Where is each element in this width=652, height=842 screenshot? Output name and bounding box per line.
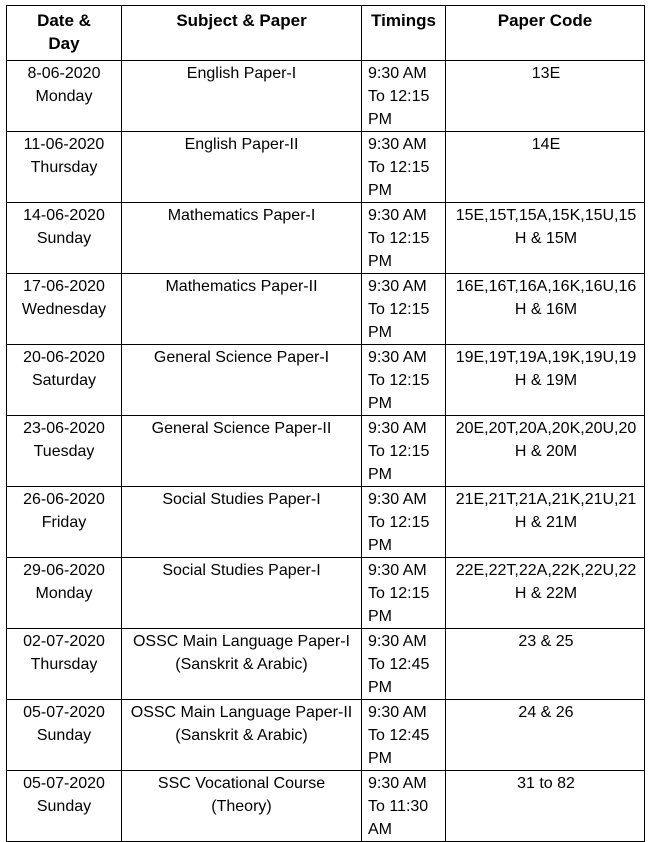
paper-code-cell: 13E xyxy=(446,61,645,132)
exam-date: 05-07-2020 xyxy=(23,775,105,792)
date-day-cell xyxy=(7,274,122,345)
exam-day: Thursday xyxy=(30,159,98,176)
subject-line: Mathematics Paper-II xyxy=(165,278,318,295)
timing-line: PM xyxy=(368,395,392,412)
timing-line: PM xyxy=(368,608,392,625)
timing-line: PM xyxy=(368,537,392,554)
exam-day: Thursday xyxy=(30,656,98,673)
timing-line: PM xyxy=(368,466,392,483)
subject-line: English Paper-II xyxy=(184,136,299,153)
subject-line: (Theory) xyxy=(211,798,272,815)
subject-cell xyxy=(122,771,362,842)
exam-date: 14-06-2020 xyxy=(23,207,105,224)
exam-date: 02-07-2020 xyxy=(23,633,105,650)
exam-day: Tuesday xyxy=(33,443,95,460)
date-day-cell xyxy=(7,61,122,132)
exam-day: Sunday xyxy=(36,230,92,247)
exam-day: Saturday xyxy=(31,372,97,389)
subject-cell xyxy=(122,629,362,700)
date-day-cell xyxy=(7,558,122,629)
timing-cell xyxy=(362,629,446,700)
timing-cell xyxy=(362,771,446,842)
date-day-cell xyxy=(7,700,122,771)
timing-line: 9:30 AM xyxy=(368,207,427,224)
table-row xyxy=(7,558,645,629)
timing-cell xyxy=(362,61,446,132)
date-day-cell xyxy=(7,487,122,558)
subject-cell xyxy=(122,274,362,345)
exam-date: 20-06-2020 xyxy=(23,349,105,366)
paper-code-cell: 20E,20T,20A,20K,20U,20H & 20M xyxy=(446,416,645,487)
paper-code-cell: 19E,19T,19A,19K,19U,19H & 19M xyxy=(446,345,645,416)
timing-line: PM xyxy=(368,111,392,128)
paper-code-cell: 14E xyxy=(446,132,645,203)
timing-line: 9:30 AM xyxy=(368,278,427,295)
subject-cell xyxy=(122,132,362,203)
exam-date: 11-06-2020 xyxy=(23,136,105,153)
header-subject: Subject & Paper xyxy=(122,6,362,61)
timing-line: 9:30 AM xyxy=(368,349,427,366)
timing-line: 9:30 AM xyxy=(368,633,427,650)
exam-day: Monday xyxy=(35,585,93,602)
header-date-line: Date & xyxy=(37,11,91,30)
header-day-line: Day xyxy=(48,34,80,53)
timing-line: 9:30 AM xyxy=(368,562,427,579)
timing-cell xyxy=(362,700,446,771)
timing-line: To 12:15 xyxy=(368,514,430,531)
table-row xyxy=(7,700,645,771)
exam-date: 8-06-2020 xyxy=(27,65,101,82)
subject-line: General Science Paper-I xyxy=(153,349,330,366)
exam-date: 23-06-2020 xyxy=(23,420,105,437)
subject-cell xyxy=(122,61,362,132)
timing-line: To 12:15 xyxy=(368,443,430,460)
exam-day: Sunday xyxy=(36,798,92,815)
table-row xyxy=(7,203,645,274)
subject-line: Mathematics Paper-I xyxy=(167,207,316,224)
header-row xyxy=(7,6,645,61)
subject-cell xyxy=(122,487,362,558)
subject-line: SSC Vocational Course xyxy=(157,775,326,792)
table-row xyxy=(7,416,645,487)
timing-line: To 12:45 xyxy=(368,656,430,673)
subject-line: OSSC Main Language Paper-II xyxy=(130,704,353,721)
date-day-cell xyxy=(7,416,122,487)
timing-line: To 12:15 xyxy=(368,372,430,389)
timing-line: 9:30 AM xyxy=(368,65,427,82)
paper-code-cell: 21E,21T,21A,21K,21U,21H & 21M xyxy=(446,487,645,558)
timing-line: 9:30 AM xyxy=(368,420,427,437)
subject-line: General Science Paper-II xyxy=(151,420,332,437)
timing-line: To 12:45 xyxy=(368,727,430,744)
table-row xyxy=(7,771,645,842)
table-row xyxy=(7,629,645,700)
subject-cell xyxy=(122,700,362,771)
timing-line: AM xyxy=(368,821,392,838)
exam-timetable xyxy=(6,5,645,842)
header-timings: Timings xyxy=(362,6,446,61)
timing-line: To 12:15 xyxy=(368,585,430,602)
timing-line: 9:30 AM xyxy=(368,491,427,508)
paper-code-cell: 23 & 25 xyxy=(446,629,645,700)
timing-line: To 12:15 xyxy=(368,230,430,247)
timing-cell xyxy=(362,345,446,416)
subject-cell xyxy=(122,558,362,629)
paper-code-cell: 22E,22T,22A,22K,22U,22H & 22M xyxy=(446,558,645,629)
paper-code-cell: 15E,15T,15A,15K,15U,15H & 15M xyxy=(446,203,645,274)
date-day-cell xyxy=(7,771,122,842)
subject-line: (Sanskrit & Arabic) xyxy=(175,727,308,744)
subject-cell xyxy=(122,345,362,416)
table-row xyxy=(7,274,645,345)
timing-line: 9:30 AM xyxy=(368,704,427,721)
timing-cell xyxy=(362,132,446,203)
timing-line: To 12:15 xyxy=(368,88,430,105)
subject-line: Social Studies Paper-I xyxy=(162,562,321,579)
subject-line: Social Studies Paper-I xyxy=(162,491,321,508)
exam-date: 05-07-2020 xyxy=(23,704,105,721)
table-row xyxy=(7,132,645,203)
timing-line: PM xyxy=(368,182,392,199)
timing-cell xyxy=(362,416,446,487)
table-row xyxy=(7,61,645,132)
paper-code-cell: 16E,16T,16A,16K,16U,16H & 16M xyxy=(446,274,645,345)
timing-line: PM xyxy=(368,750,392,767)
timing-cell xyxy=(362,487,446,558)
timing-line: PM xyxy=(368,324,392,341)
subject-line: OSSC Main Language Paper-I xyxy=(132,633,350,650)
header-paper-code: Paper Code xyxy=(446,6,645,61)
subject-cell xyxy=(122,203,362,274)
timing-line: PM xyxy=(368,253,392,270)
exam-day: Wednesday xyxy=(21,301,107,318)
subject-line: English Paper-I xyxy=(186,65,297,82)
timing-line: To 12:15 xyxy=(368,159,430,176)
exam-day: Sunday xyxy=(36,727,92,744)
timing-line: 9:30 AM xyxy=(368,775,427,792)
date-day-cell xyxy=(7,203,122,274)
date-day-cell xyxy=(7,345,122,416)
date-day-cell xyxy=(7,132,122,203)
timing-line: To 11:30 xyxy=(368,798,429,815)
exam-day: Friday xyxy=(41,514,87,531)
exam-day: Monday xyxy=(35,88,93,105)
timing-cell xyxy=(362,274,446,345)
exam-date: 17-06-2020 xyxy=(23,278,105,295)
header-date-day xyxy=(7,6,122,61)
timing-cell xyxy=(362,203,446,274)
subject-cell xyxy=(122,416,362,487)
date-day-cell xyxy=(7,629,122,700)
paper-code-cell: 24 & 26 xyxy=(446,700,645,771)
subject-line: (Sanskrit & Arabic) xyxy=(175,656,308,673)
paper-code-cell: 31 to 82 xyxy=(446,771,645,842)
timing-line: To 12:15 xyxy=(368,301,430,318)
table-row xyxy=(7,345,645,416)
exam-date: 29-06-2020 xyxy=(23,562,105,579)
timing-line: PM xyxy=(368,679,392,696)
exam-date: 26-06-2020 xyxy=(23,491,105,508)
timing-cell xyxy=(362,558,446,629)
timing-line: 9:30 AM xyxy=(368,136,427,153)
table-row xyxy=(7,487,645,558)
